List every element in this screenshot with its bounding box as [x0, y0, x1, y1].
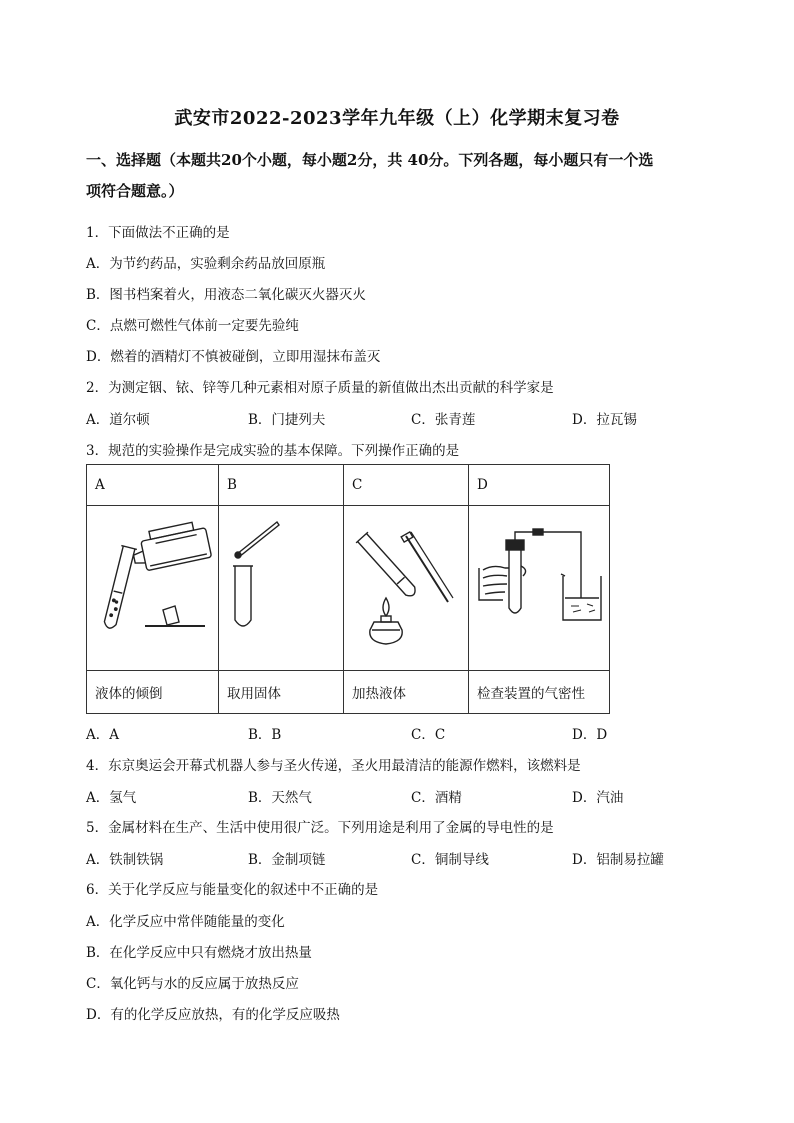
question-5-option-c[interactable]: C．铜制导线 [411, 852, 489, 868]
section-heading-line2: 项符合题意。） [86, 182, 184, 200]
question-4-option-c[interactable]: C．酒精 [411, 790, 462, 806]
question-6-option-b[interactable]: B．在化学反应中只有燃烧才放出热量 [86, 945, 312, 961]
table-header-d: D [469, 465, 610, 506]
question-4-option-b[interactable]: B．天然气 [248, 790, 312, 806]
question-6-option-d[interactable]: D．有的化学反应放热，有的化学反应吸热 [86, 1007, 340, 1023]
question-5-stem: 5．金属材料在生产、生活中使用很广泛。下列用途是利用了金属的导电性的是 [86, 820, 554, 836]
question-4-option-a[interactable]: A．氢气 [86, 790, 137, 806]
question-6-option-c[interactable]: C．氧化钙与水的反应属于放热反应 [86, 976, 299, 992]
question-3-option-d[interactable]: D．D [572, 727, 608, 743]
table-header-a: A [87, 465, 219, 506]
question-1-option-d[interactable]: D．燃着的酒精灯不慎被碰倒，立即用湿抹布盖灭 [86, 349, 381, 365]
table-caption-c: 加热液体 [344, 671, 469, 714]
question-2-option-a[interactable]: A．道尔顿 [86, 412, 150, 428]
question-6-option-a[interactable]: A．化学反应中常伴随能量的变化 [86, 914, 285, 930]
solid-taking-illustration [219, 506, 344, 671]
question-2-option-d[interactable]: D．拉瓦锡 [572, 412, 637, 428]
table-header-b: B [219, 465, 344, 506]
heat-liquid-illustration [344, 506, 469, 671]
question-1-option-a[interactable]: A．为节约药品，实验剩余药品放回原瓶 [86, 256, 326, 272]
question-3-stem: 3．规范的实验操作是完成实验的基本保障。下列操作正确的是 [86, 443, 460, 459]
question-4-option-d[interactable]: D．汽油 [572, 790, 624, 806]
table-caption-b: 取用固体 [219, 671, 344, 714]
question-2-option-c[interactable]: C．张青莲 [411, 412, 476, 428]
question-1-stem: 1．下面做法不正确的是 [86, 225, 230, 241]
table-caption-a: 液体的倾倒 [87, 671, 219, 714]
pour-liquid-illustration [87, 506, 219, 671]
section-heading-line1: 一、选择题（本题共20个小题，每小题2分，共 40分。下列各题，每小题只有一个选 [86, 151, 654, 169]
question-3-option-b[interactable]: B．B [248, 727, 282, 743]
question-5-option-a[interactable]: A．铁制铁锅 [86, 852, 164, 868]
question-2-option-b[interactable]: B．门捷列夫 [248, 412, 326, 428]
lab-operations-table [86, 464, 610, 714]
table-caption-d: 检查装置的气密性 [469, 671, 610, 714]
question-5-option-d[interactable]: D．铝制易拉罐 [572, 852, 664, 868]
question-6-stem: 6．关于化学反应与能量变化的叙述中不正确的是 [86, 882, 379, 898]
exam-title: 武安市2022-2023学年九年级（上）化学期末复习卷 [174, 108, 620, 129]
question-3-option-a[interactable]: A．A [86, 727, 119, 743]
question-1-option-b[interactable]: B．图书档案着火，用液态二氧化碳灭火器灭火 [86, 287, 366, 303]
question-1-option-c[interactable]: C．点燃可燃性气体前一定要先验纯 [86, 318, 299, 334]
question-2-stem: 2．为测定铟、铱、锌等几种元素相对原子质量的新值做出杰出贡献的科学家是 [86, 380, 554, 396]
question-3-option-c[interactable]: C．C [411, 727, 446, 743]
airtightness-check-illustration [469, 506, 610, 671]
section-heading [86, 145, 716, 207]
question-5-option-b[interactable]: B．金制项链 [248, 852, 326, 868]
table-header-c: C [344, 465, 469, 506]
question-4-stem: 4．东京奥运会开幕式机器人参与圣火传递，圣火用最清洁的能源作燃料，该燃料是 [86, 758, 581, 774]
